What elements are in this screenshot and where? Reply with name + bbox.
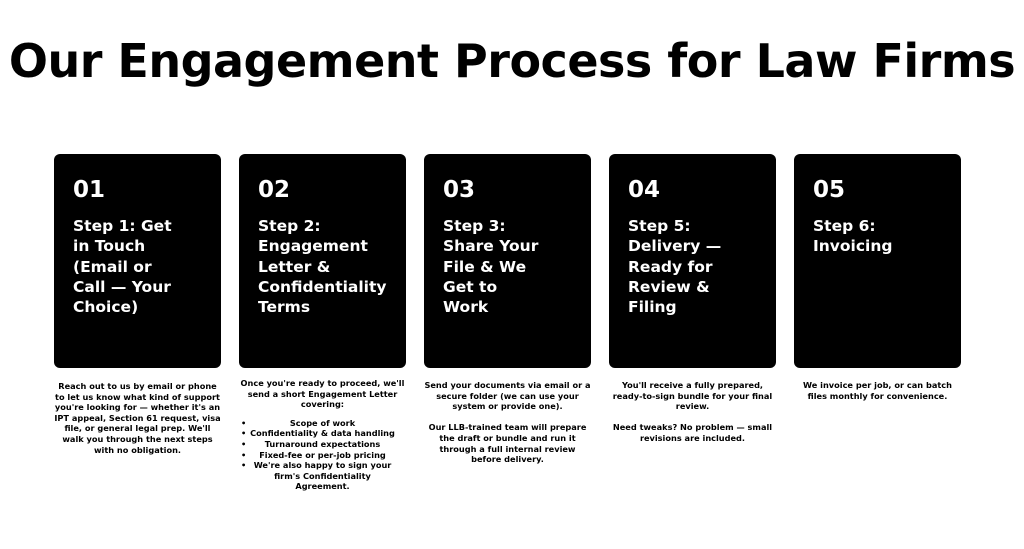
step-number: 03 — [443, 177, 476, 203]
step-column-3 — [424, 154, 591, 465]
step-label: Step 6: Invoicing — [813, 217, 893, 256]
step-description: We invoice per job, or can batch files monthly for convenience. — [803, 380, 952, 401]
step-description: You'll receive a fully prepared, ready-to-sign bundle for your final review. Need tweaks? No problem — small revisions are included. — [612, 380, 773, 443]
step-column-4 — [609, 154, 776, 444]
step-card-4 — [609, 154, 776, 368]
step-card-1 — [54, 154, 221, 368]
step-label: Step 3: Share Your File & We Get to Work — [443, 217, 539, 317]
step-label: Step 1: Get in Touch (Email or Call — Your Choice) — [73, 217, 172, 317]
bullet-item: • Confidentiality & data handling — [239, 428, 406, 439]
bullet-item: • Fixed-fee or per-job pricing — [239, 450, 406, 461]
step-card-2 — [239, 154, 406, 368]
step-card-3 — [424, 154, 591, 368]
bullet-item: • We're also happy to sign your firm's Confidentiality Agreement. — [239, 460, 406, 492]
step-number: 04 — [628, 177, 661, 203]
bullet-item: • Turnaround expectations — [239, 439, 406, 450]
step-number: 05 — [813, 177, 846, 203]
step-label: Step 5: Delivery — Ready for Review & Filing — [628, 217, 722, 317]
step-column-2 — [239, 154, 406, 492]
step-description: Reach out to us by email or phone to let us know what kind of support you're looking for — whether it's an IPT appeal, Section 61 request, visa file, or general legal prep. We'll walk you through the next steps with no obligation. — [54, 381, 221, 455]
step-column-5 — [794, 154, 961, 401]
bullet-item: • Scope of work — [239, 418, 406, 429]
step-card-5 — [794, 154, 961, 368]
step-number: 02 — [258, 177, 291, 203]
page-title: Our Engagement Process for Law Firms — [8, 34, 1016, 88]
step-number: 01 — [73, 177, 106, 203]
step-description: Once you're ready to proceed, we'll send a short Engagement Letter covering: — [240, 378, 405, 410]
step-description: Send your documents via email or a secure folder (we can use your system or provide one). Our LLB-trained team will prepare the draft or bundle and run it through a full internal review before delivery. — [424, 380, 591, 465]
step-label: Step 2: Engagement Letter & Confidentiality Terms — [258, 217, 387, 317]
step-column-1 — [54, 154, 221, 455]
bullet-list — [239, 418, 406, 492]
step-description-block — [239, 378, 406, 492]
